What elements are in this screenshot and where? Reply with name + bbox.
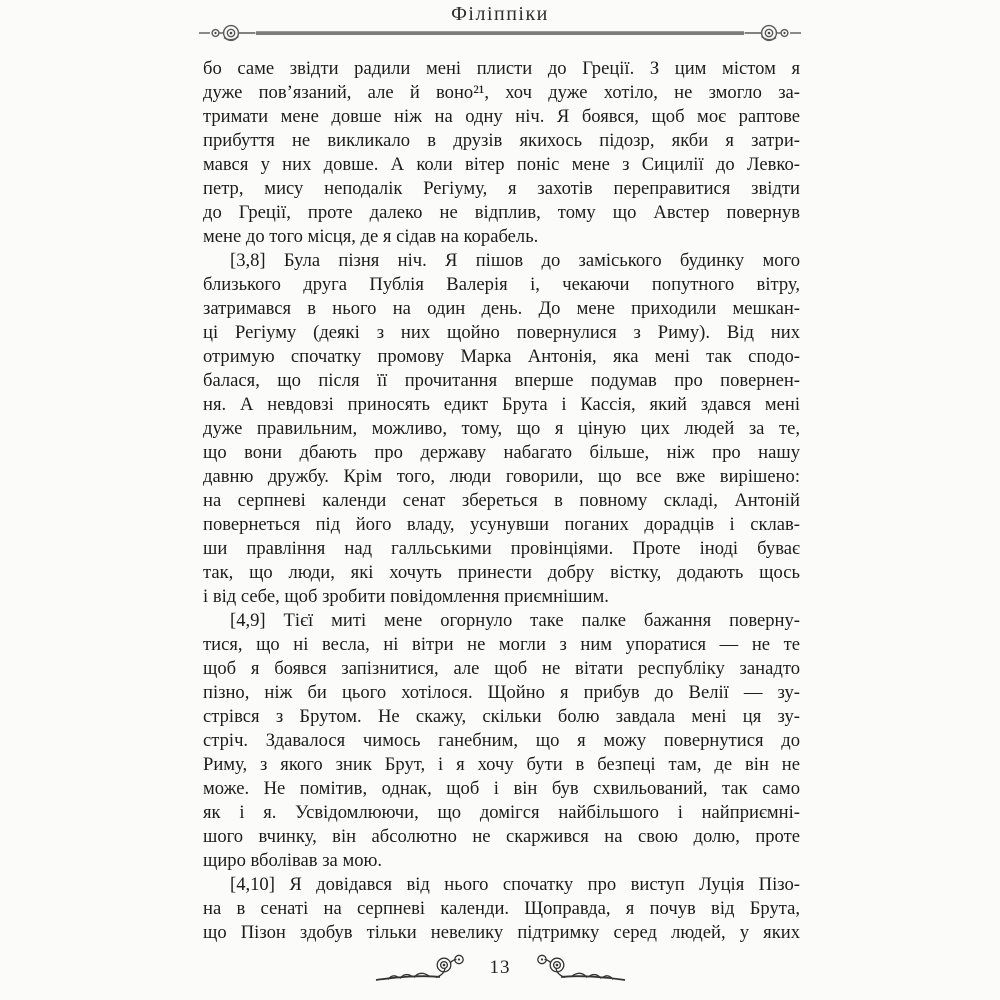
paragraph bbox=[203, 873, 800, 945]
text-line: ня. А невдовзі приносять едикт Брута і Кассія, який здався мені bbox=[203, 394, 800, 415]
text-line: мався у них довше. А коли вітер поніс мене з Сицилії до Левко- bbox=[203, 154, 800, 175]
text-line: що вони дбають про державу набагато більше, ніж про нашу bbox=[203, 442, 800, 463]
text-line: петр, мису неподалік Регіуму, я захотів переправитися звідти bbox=[203, 178, 800, 199]
text-line: тися, що ні весла, ні вітри не могли з ним упоратися — не те bbox=[203, 634, 800, 655]
text-line: Риму, з якого зник Брут, і я хочу бути в безпеці там, де він не bbox=[203, 754, 800, 775]
text-line: пізно, ніж би цього хотілося. Щойно я прибув до Велії — зу- bbox=[203, 682, 800, 703]
text-line: повернеться під його владу, усунувши поганих дорадців і склав- bbox=[203, 514, 800, 535]
text-line: давню дружбу. Крім того, люди говорили, що все вже вирішено: bbox=[203, 466, 800, 487]
text-line: стрівся з Брутом. Не скажу, скільки болю завдала мені ця зу- bbox=[203, 706, 800, 727]
text-line: [4,10] Я довідався від нього спочатку про виступ Луція Пізо- bbox=[230, 874, 800, 895]
text-line: що Пізон здобув тільки невелику підтримку серед людей, у яких bbox=[203, 922, 800, 943]
text-line: до Греції, проте далеко не відплив, тому що Австер повернув bbox=[203, 202, 800, 223]
paragraph bbox=[203, 57, 800, 249]
text-line: тримати мене довше ніж на одну ніч. Я боявся, щоб моє раптове bbox=[203, 106, 800, 127]
text-line: прибуття не викликало в друзів якихось підозр, якби я затри- bbox=[203, 130, 800, 151]
header-flourish-left-icon bbox=[198, 20, 256, 46]
text-line: дуже пов’язаний, але й воно²¹, хоч дуже хотіло, не змогло за- bbox=[203, 82, 800, 103]
text-line: на в сенаті на серпневі календи. Щоправда, я почув від Брута, bbox=[203, 898, 800, 919]
text-line: так, що люди, які хочуть принести добру вістку, додають щось bbox=[203, 562, 800, 583]
text-line: [3,8] Була пізня ніч. Я пішов до заміського будинку мого bbox=[230, 250, 800, 271]
header-flourish-right-icon bbox=[744, 20, 802, 46]
page-footer bbox=[0, 952, 1000, 984]
text-line: ці Регіуму (деякі з них щойно повернулися з Риму). Від них bbox=[203, 322, 800, 343]
paragraph bbox=[203, 609, 800, 873]
text-line: мене до того місця, де я сідав на корабель. bbox=[203, 226, 539, 247]
text-line: бо саме звідти радили мені плисти до Греції. З цим містом я bbox=[203, 58, 800, 79]
text-line: на серпневі календи сенат збереться в повному складі, Антоній bbox=[203, 490, 800, 511]
text-line: може. Не помітив, однак, щоб і він був схвильований, так само bbox=[203, 778, 800, 799]
text-line: затримався в нього на один день. До мене приходили мешкан- bbox=[203, 298, 800, 319]
text-line: щиро вболівав за мою. bbox=[203, 850, 383, 871]
footer-flourish-left-icon bbox=[374, 952, 474, 984]
text-line: шого вчинку, він абсолютно не скаржився на свою долю, проте bbox=[203, 826, 800, 847]
page-title: Філіппіки bbox=[451, 3, 549, 25]
text-line: близького друга Публія Валерія і, чекаючи попутного вітру, bbox=[203, 274, 800, 295]
paragraph bbox=[203, 249, 800, 609]
text-line: щоб я боявся запізнитися, але щоб не вітати республіку занадто bbox=[203, 658, 800, 679]
text-body bbox=[203, 57, 800, 945]
text-line: [4,9] Тієї миті мене огорнуло таке палке бажання поверну- bbox=[230, 610, 800, 631]
text-line: балася, що після її прочитання вперше подумав про повернен- bbox=[203, 370, 800, 391]
text-line: як і я. Усвідомлюючи, що домігся найбільшого і найприємні- bbox=[203, 802, 800, 823]
text-line: дуже правильним, можливо, тому, що я ціную цих людей за те, bbox=[203, 418, 800, 439]
header-rule-line bbox=[256, 31, 744, 34]
text-line: і від себе, щоб зробити повідомлення приємнішим. bbox=[203, 586, 609, 607]
header-rule bbox=[198, 20, 802, 46]
text-line: стріч. Здавалося чимось ганебним, що я можу повернутися до bbox=[203, 730, 800, 751]
text-line: ши правління над галльськими провінціями. Проте іноді буває bbox=[203, 538, 800, 559]
footer-flourish-right-icon bbox=[527, 952, 627, 984]
page-number: 13 bbox=[489, 957, 511, 978]
text-line: отримую спочатку промову Марка Антонія, яка мені так сподо- bbox=[203, 346, 800, 367]
